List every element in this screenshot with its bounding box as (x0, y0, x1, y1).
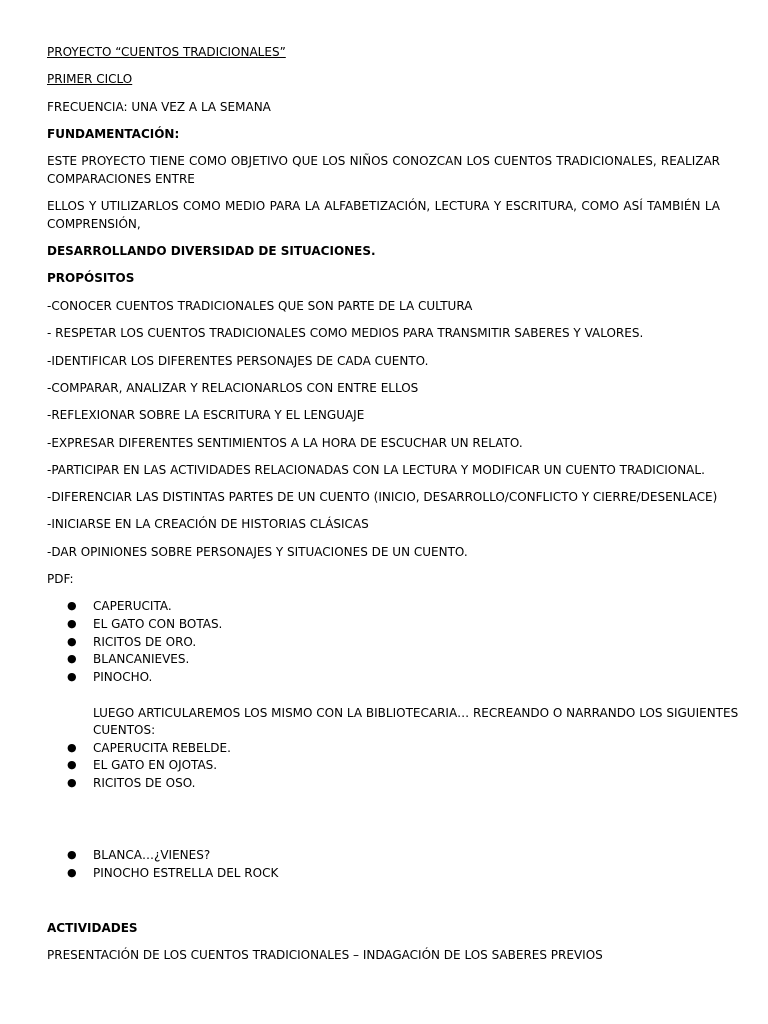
fundamentacion-p1-line1: ESTE PROYECTO TIENE COMO OBJETIVO QUE LOS NIÑOS CONOZCAN LOS CUENTOS TRADICIONALES, REALIZAR (47, 154, 720, 168)
bullet-icon: ● (67, 635, 77, 648)
bullet-icon: ● (67, 758, 77, 771)
list-item-text: EL GATO EN OJOTAS. (93, 758, 218, 772)
propositos-heading: PROPÓSITOS (47, 271, 135, 285)
frequency-label: FRECUENCIA: UNA VEZ A LA SEMANA (47, 100, 271, 114)
pdf-label: PDF: (47, 572, 74, 586)
list-item-text: PINOCHO. (93, 670, 153, 684)
list-item-text: BLANCANIEVES. (93, 652, 190, 666)
fundamentacion-p3: DESARROLLANDO DIVERSIDAD DE SITUACIONES. (47, 244, 376, 258)
fundamentacion-p1-line2: COMPARACIONES ENTRE (47, 172, 195, 186)
actividades-heading: ACTIVIDADES (47, 921, 138, 935)
proposito-item: -DIFERENCIAR LAS DISTINTAS PARTES DE UN CUENTO (INICIO, DESARROLLO/CONFLICTO Y CIERRE/DESENLACE) (47, 490, 718, 504)
project-title: PROYECTO “CUENTOS TRADICIONALES” (47, 45, 286, 59)
list-item-text: PINOCHO ESTRELLA DEL ROCK (93, 866, 279, 880)
fundamentacion-p2-line1: ELLOS Y UTILIZARLOS COMO MEDIO PARA LA ALFABETIZACIÓN, LECTURA Y ESCRITURA, COMO ASÍ TAMBIÉN LA (47, 199, 720, 213)
proposito-item: -DAR OPINIONES SOBRE PERSONAJES Y SITUACIONES DE UN CUENTO. (47, 545, 468, 559)
proposito-item: -EXPRESAR DIFERENTES SENTIMIENTOS A LA HORA DE ESCUCHAR UN RELATO. (47, 436, 523, 450)
bullet-icon: ● (67, 776, 77, 789)
list-item-text: RICITOS DE OSO. (93, 776, 196, 790)
list-item-text: RICITOS DE ORO. (93, 635, 197, 649)
bibliotecaria-line2: CUENTOS: (93, 723, 156, 737)
bullet-icon: ● (67, 866, 77, 879)
cycle-label: PRIMER CICLO (47, 72, 133, 86)
bibliotecaria-line1: LUEGO ARTICULAREMOS LOS MISMO CON LA BIBLIOTECARIA… RECREANDO O NARRANDO LOS SIGUIENTES (93, 706, 739, 720)
proposito-item: -IDENTIFICAR LOS DIFERENTES PERSONAJES DE CADA CUENTO. (47, 354, 429, 368)
list-item-text: EL GATO CON BOTAS. (93, 617, 223, 631)
bullet-icon: ● (67, 741, 77, 754)
proposito-item: -INICIARSE EN LA CREACIÓN DE HISTORIAS CLÁSICAS (47, 517, 369, 531)
actividades-line1: PRESENTACIÓN DE LOS CUENTOS TRADICIONALES – INDAGACIÓN DE LOS SABERES PREVIOS (47, 948, 603, 962)
bullet-icon: ● (67, 599, 77, 612)
fundamentacion-p2-line2: COMPRENSIÓN, (47, 217, 141, 231)
fundamentacion-heading: FUNDAMENTACIÓN: (47, 127, 180, 141)
list-item-text: CAPERUCITA REBELDE. (93, 741, 231, 755)
bullet-icon: ● (67, 670, 77, 683)
list-item-text: CAPERUCITA. (93, 599, 172, 613)
proposito-item: -REFLEXIONAR SOBRE LA ESCRITURA Y EL LENGUAJE (47, 408, 365, 422)
bullet-icon: ● (67, 652, 77, 665)
list-item-text: BLANCA…¿VIENES? (93, 848, 211, 862)
proposito-item: -CONOCER CUENTOS TRADICIONALES QUE SON PARTE DE LA CULTURA (47, 299, 473, 313)
proposito-item: -COMPARAR, ANALIZAR Y RELACIONARLOS CON ENTRE ELLOS (47, 381, 419, 395)
proposito-item: - RESPETAR LOS CUENTOS TRADICIONALES COMO MEDIOS PARA TRANSMITIR SABERES Y VALORES. (47, 326, 644, 340)
proposito-item: -PARTICIPAR EN LAS ACTIVIDADES RELACIONADAS CON LA LECTURA Y MODIFICAR UN CUENTO TRADICIONAL. (47, 463, 705, 477)
bullet-icon: ● (67, 617, 77, 630)
bullet-icon: ● (67, 848, 77, 861)
